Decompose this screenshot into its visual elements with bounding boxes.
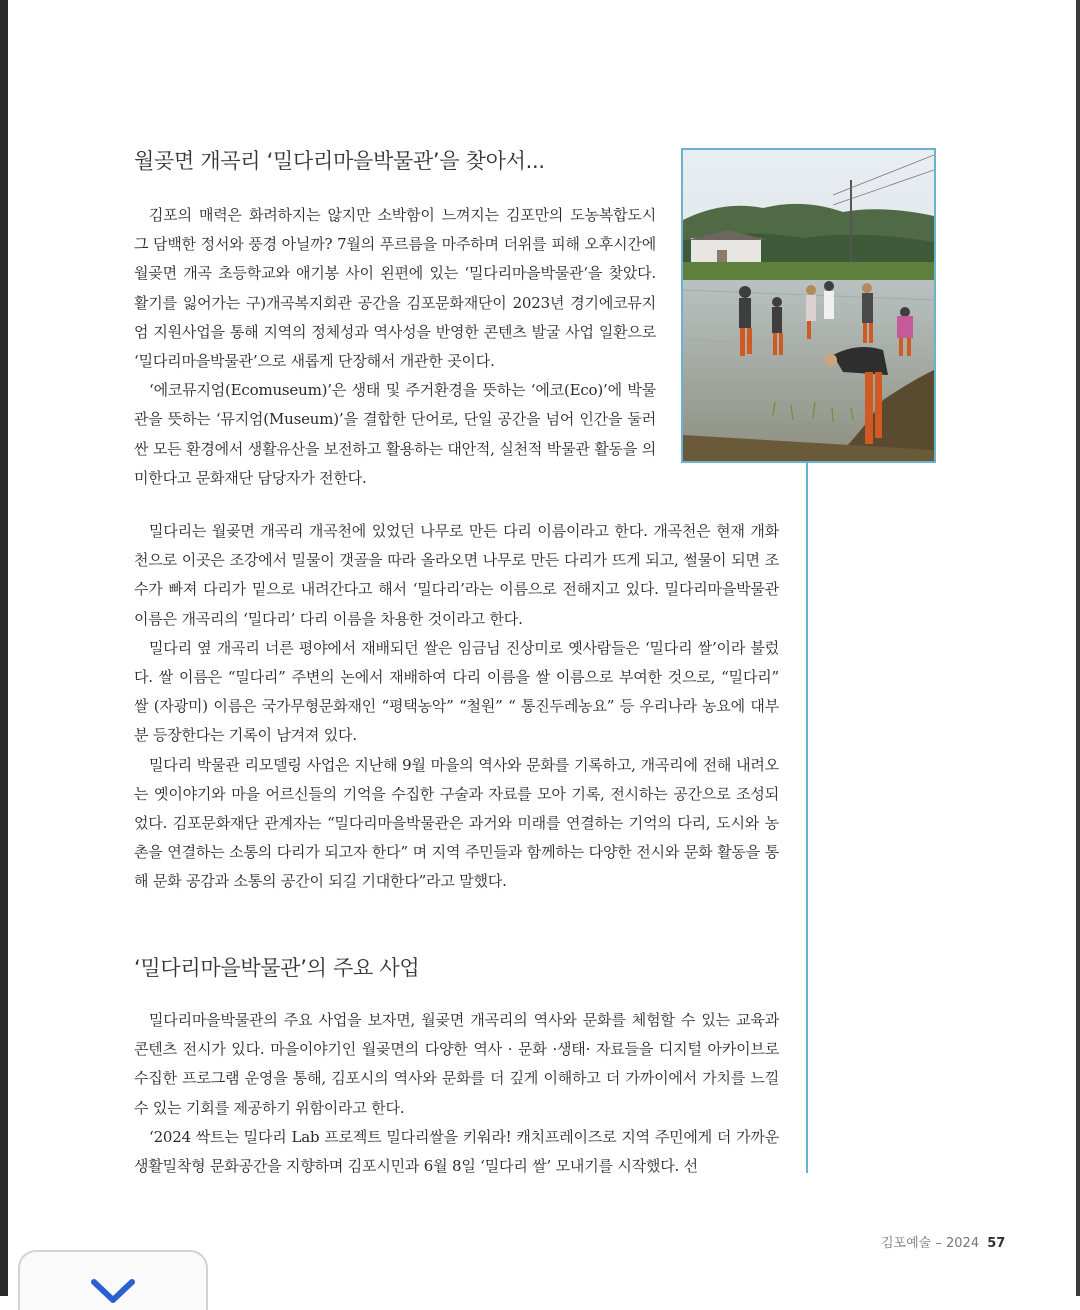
footer-separator: – (935, 1236, 942, 1251)
close-panel-tab[interactable] (18, 1250, 208, 1310)
section1-title: 월곶면 개곡리 ‘밀다리마을박물관’을 찾아서... (134, 149, 545, 173)
paragraph: 밀다리는 월곶면 개곡리 개곡천에 있었던 나무로 만든 다리 이름이라고 한다. 개곡천은 현재 개화천으로 이곳은 조강에서 밀물이 갯골을 따라 올라오면 나무로 만든 다리가 뜨게 되고, 썰물이 되면 조수가 빠져 다리가 밑으로 내려간다고 해서 ‘밀다리’라는 이름으로 전해지고 있다. 밀다리마을박물관 이름은 개곡리의 ‘밀다리’ 다리 이름을 차용한 것이라고 한다. (134, 522, 779, 628)
magazine-page (8, 0, 1076, 1296)
paragraph: 김포의 매력은 화려하지는 않지만 소박함이 느껴지는 김포만의 도농복합도시 그 담백한 정서와 풍경 아닐까? 7월의 푸르름을 마주하며 더위를 피해 오후시간에 월곶면 개곡 초등학교와 애기봉 사이 왼편에 있는 ‘밀다리마을박물관’을 찾았다. 활기를 잃어가는 구)개곡복지회관 공간을 김포문화재단이 2023년 경기에코뮤지엄 지원사업을 통해 지역의 정체성과 역사성을 반영한 콘텐츠 발굴 사업 일환으로 ‘밀다리마을박물관’으로 새롭게 단장해서 개관한 곳이다. (134, 206, 656, 371)
magazine-name: 김포예술 (881, 1236, 932, 1251)
section1-text-full-width (134, 517, 779, 897)
viewer-right-edge (1076, 0, 1080, 1296)
viewer-left-edge (0, 0, 8, 1296)
page-footer (881, 1232, 1005, 1251)
rice-planting-photo (681, 148, 936, 463)
accent-vertical-rule (806, 463, 808, 1173)
section2-title: ‘밀다리마을박물관’의 주요 사업 (134, 956, 420, 980)
paragraph: ‘에코뮤지엄(Ecomuseum)’은 생태 및 주거환경을 뜻하는 ‘에코(Eco)’에 박물관을 뜻하는 ‘뮤지엄(Museum)’을 결합한 단어로, 단일 공간을 넘어 인간을 둘러싼 모든 환경에서 생활유산을 보전하고 활용하는 대안적, 실천적 박물관 활동을 의미한다고 문화재단 담당자가 전한다. (134, 381, 656, 487)
paragraph: 밀다리 옆 개곡리 너른 평야에서 재배되던 쌀은 임금님 진상미로 옛사람들은 ‘밀다리 쌀’이라 불렀다. 쌀 이름은 “밀다리” 주변의 논에서 재배하여 다리 이름을 쌀 이름으로 부여한 것으로, “밀다리” 쌀 (자광미) 이름은 국가무형문화재인 “평택농악” “철원” “ 통진두레농요” 등 우리나라 농요에 대부분 등장한다는 기록이 남겨져 있다. (134, 638, 779, 745)
page-number: 57 (987, 1236, 1006, 1251)
chevron-down-icon[interactable] (88, 1278, 138, 1308)
paragraph: 밀다리 박물관 리모델링 사업은 지난해 9월 마을의 역사와 문화를 기록하고, 개곡리에 전해 내려오는 옛이야기와 마을 어르신들의 기억을 수집한 구술과 자료를 모아 기록, 전시하는 공간으로 조성되었다. 김포문화재단 관계자는 “밀다리마을박물관은 과거와 미래를 연결하는 기억의 다리, 도시와 농촌을 연결하는 소통의 다리가 되고자 한다” 며 지역 주민들과 함께하는 다양한 전시와 문화 활동을 통해 문화 공감과 소통의 공간이 되길 기대한다”라고 말했다. (134, 755, 779, 891)
paragraph: 밀다리마을박물관의 주요 사업을 보자면, 월곶면 개곡리의 역사와 문화를 체험할 수 있는 교육과 콘텐츠 전시가 있다. 마을이야기인 월곶면의 다양한 역사 · 문화 ·생태· 자료들을 디지털 아카이브로 수집한 프로그램 운영을 통해, 김포시의 역사와 문화를 더 깊게 이해하고 더 가까이에서 가치를 느낄 수 있는 기회를 제공하기 위함이라고 한다. (134, 1011, 779, 1117)
footer-year: 2024 (946, 1236, 980, 1251)
paragraph: ‘2024 싹트는 밀다리 Lab 프로젝트 밀다리쌀을 키워라! 캐치프레이즈로 지역 주민에게 더 가까운 생활밀착형 문화공간을 지향하며 김포시민과 6월 8일 ‘밀다리 쌀’ 모내기를 시작했다. 선 (134, 1127, 779, 1176)
section1-text-beside-photo (134, 201, 656, 493)
rice-planting-illustration (683, 150, 934, 461)
section2-text (134, 1006, 779, 1181)
